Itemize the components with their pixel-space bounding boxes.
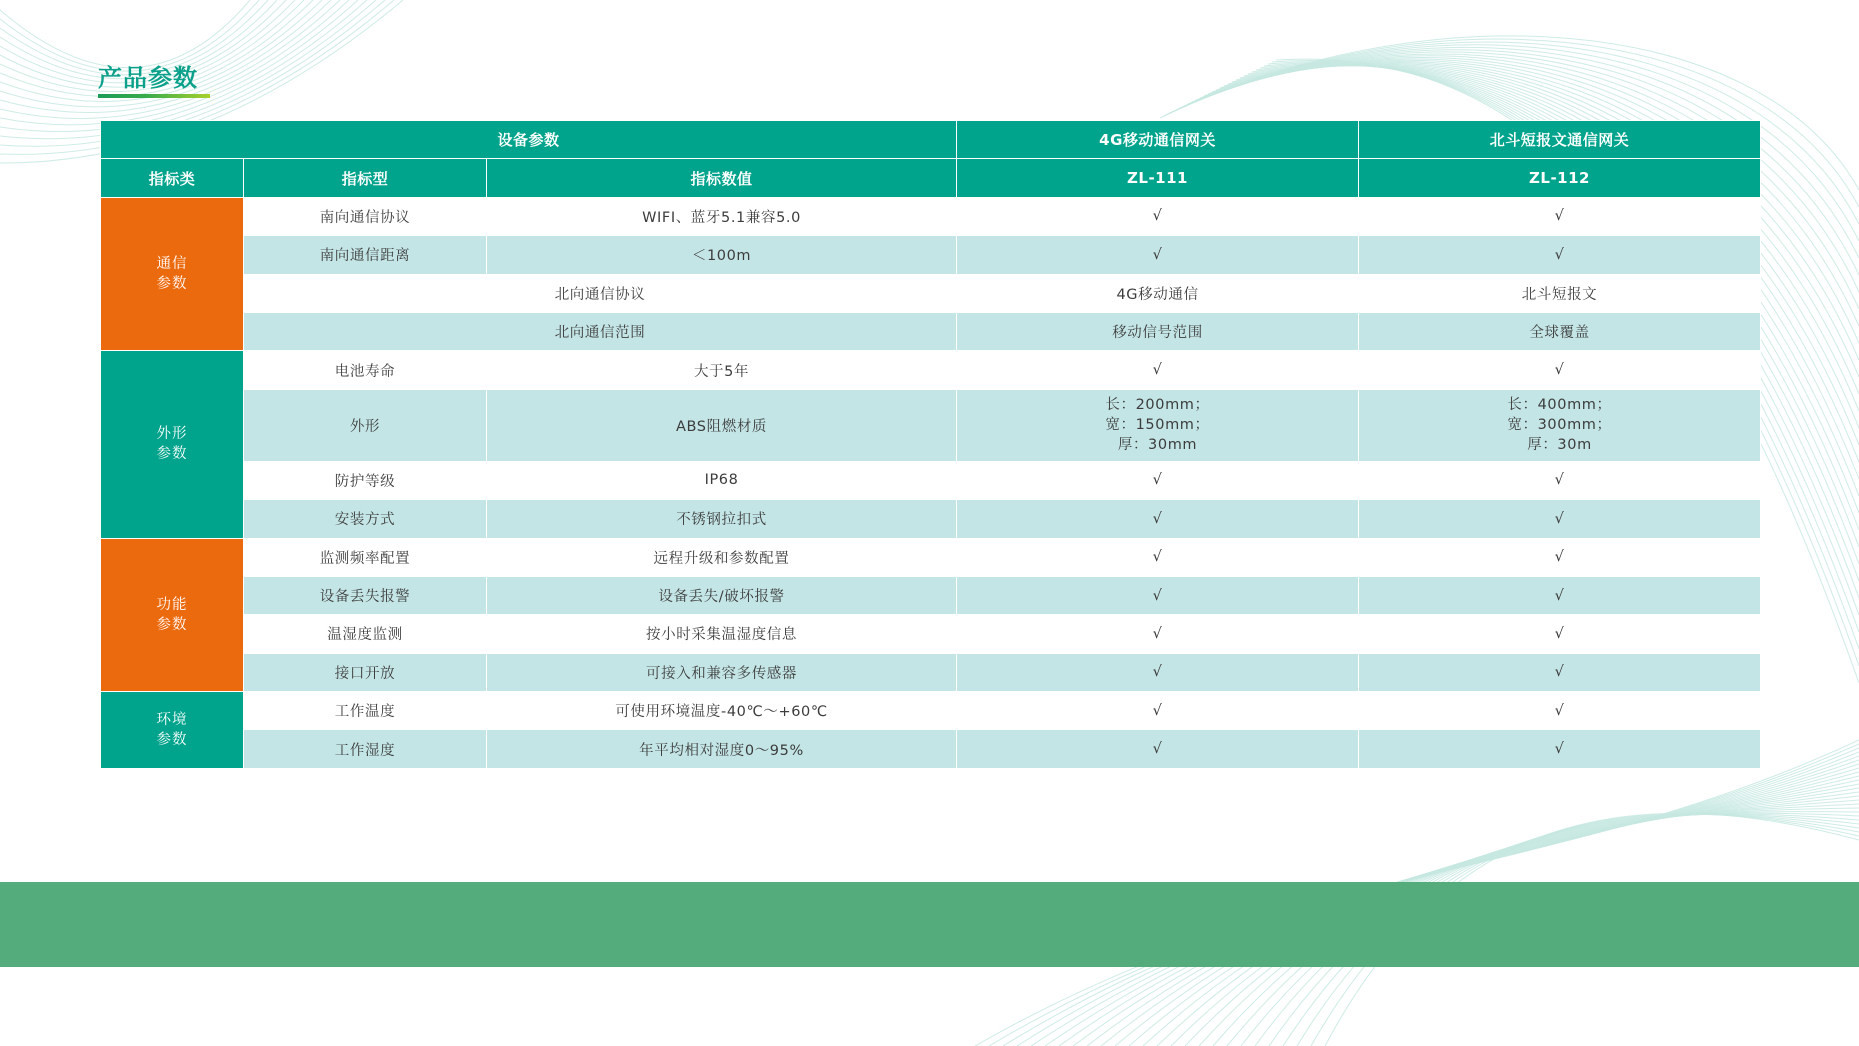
table-row	[101, 461, 1761, 499]
value-cell: 可使用环境温度-40℃～+60℃	[487, 692, 957, 730]
check-cell-4g: √	[957, 351, 1359, 389]
category-cell-communication	[101, 197, 244, 351]
dimension-thickness: 厚：30m	[1527, 437, 1592, 454]
check-cell-beidou: √	[1359, 576, 1761, 614]
category-label-line1: 环境	[156, 711, 188, 728]
header-row-top	[101, 121, 1761, 159]
indicator-cell: 北向通信协议	[244, 274, 957, 312]
value-cell: 按小时采集温湿度信息	[487, 615, 957, 653]
table-row	[101, 389, 1761, 461]
value-cell-4g: 4G移动通信	[957, 274, 1359, 312]
indicator-cell: 工作温度	[244, 692, 487, 730]
header-category: 指标类	[101, 159, 244, 197]
header-device-params: 设备参数	[101, 121, 957, 159]
category-cell-appearance	[101, 351, 244, 538]
check-cell-4g: √	[957, 653, 1359, 691]
category-label-line1: 外形	[156, 426, 188, 443]
check-cell-beidou: √	[1359, 653, 1761, 691]
value-cell: 可接入和兼容多传感器	[487, 653, 957, 691]
value-cell: ＜100m	[487, 236, 957, 274]
table-row	[101, 615, 1761, 653]
value-cell: 年平均相对湿度0～95%	[487, 730, 957, 768]
table-row	[101, 351, 1761, 389]
dimension-length: 长：200mm；	[1105, 397, 1210, 414]
dimension-cell-4g	[957, 389, 1359, 461]
category-label-line2: 参数	[156, 616, 188, 633]
table-row	[101, 653, 1761, 691]
check-cell-beidou: √	[1359, 236, 1761, 274]
dimension-thickness: 厚：30mm	[1117, 437, 1198, 454]
header-indicator: 指标型	[244, 159, 487, 197]
value-cell: WIFI、蓝牙5.1兼容5.0	[487, 197, 957, 235]
value-cell: 大于5年	[487, 351, 957, 389]
indicator-cell: 温湿度监测	[244, 615, 487, 653]
header-value: 指标数值	[487, 159, 957, 197]
header-row-sub	[101, 159, 1761, 197]
category-label-line1: 功能	[156, 596, 188, 613]
table-row	[101, 692, 1761, 730]
check-cell-4g: √	[957, 461, 1359, 499]
check-cell-beidou: √	[1359, 615, 1761, 653]
category-cell-function	[101, 538, 244, 692]
table-row	[101, 274, 1761, 312]
category-label-line2: 参数	[156, 446, 188, 463]
indicator-cell: 电池寿命	[244, 351, 487, 389]
value-cell: 远程升级和参数配置	[487, 538, 957, 576]
header-model-4g: ZL-111	[957, 159, 1359, 197]
dimension-cell-beidou	[1359, 389, 1761, 461]
category-label-line2: 参数	[156, 731, 188, 748]
check-cell-4g: √	[957, 692, 1359, 730]
table-row	[101, 197, 1761, 235]
table-row	[101, 730, 1761, 768]
dimension-width: 宽：150mm；	[1105, 417, 1210, 434]
check-cell-beidou: √	[1359, 500, 1761, 538]
indicator-cell: 工作湿度	[244, 730, 487, 768]
header-model-beidou: ZL-112	[1359, 159, 1761, 197]
dimension-length: 长：400mm；	[1507, 397, 1612, 414]
check-cell-beidou: √	[1359, 197, 1761, 235]
check-cell-4g: √	[957, 730, 1359, 768]
value-cell-beidou: 北斗短报文	[1359, 274, 1761, 312]
spec-table	[100, 120, 1761, 769]
indicator-cell: 监测频率配置	[244, 538, 487, 576]
category-cell-environment	[101, 692, 244, 769]
check-cell-4g: √	[957, 538, 1359, 576]
category-label-line1: 通信	[156, 256, 188, 273]
check-cell-beidou: √	[1359, 538, 1761, 576]
table-row	[101, 576, 1761, 614]
check-cell-4g: √	[957, 615, 1359, 653]
indicator-cell: 外形	[244, 389, 487, 461]
check-cell-beidou: √	[1359, 351, 1761, 389]
check-cell-beidou: √	[1359, 730, 1761, 768]
check-cell-4g: √	[957, 236, 1359, 274]
indicator-cell: 防护等级	[244, 461, 487, 499]
table-row	[101, 312, 1761, 350]
value-cell: ABS阻燃材质	[487, 389, 957, 461]
indicator-cell: 设备丢失报警	[244, 576, 487, 614]
check-cell-beidou: √	[1359, 692, 1761, 730]
indicator-cell: 北向通信范围	[244, 312, 957, 350]
indicator-cell: 南向通信协议	[244, 197, 487, 235]
category-label-line2: 参数	[156, 276, 188, 293]
value-cell-4g: 移动信号范围	[957, 312, 1359, 350]
value-cell: 不锈钢拉扣式	[487, 500, 957, 538]
header-beidou-gateway: 北斗短报文通信网关	[1359, 121, 1761, 159]
value-cell: 设备丢失/破坏报警	[487, 576, 957, 614]
page-title: 产品参数	[98, 64, 198, 92]
value-cell-beidou: 全球覆盖	[1359, 312, 1761, 350]
indicator-cell: 南向通信距离	[244, 236, 487, 274]
header-4g-gateway: 4G移动通信网关	[957, 121, 1359, 159]
table-row	[101, 500, 1761, 538]
table-row	[101, 538, 1761, 576]
table-row	[101, 236, 1761, 274]
indicator-cell: 接口开放	[244, 653, 487, 691]
value-cell: IP68	[487, 461, 957, 499]
check-cell-4g: √	[957, 197, 1359, 235]
check-cell-4g: √	[957, 500, 1359, 538]
dimension-width: 宽：300mm；	[1507, 417, 1612, 434]
check-cell-beidou: √	[1359, 461, 1761, 499]
indicator-cell: 安装方式	[244, 500, 487, 538]
title-underline	[98, 94, 210, 98]
footer-green-band	[0, 882, 1859, 967]
check-cell-4g: √	[957, 576, 1359, 614]
